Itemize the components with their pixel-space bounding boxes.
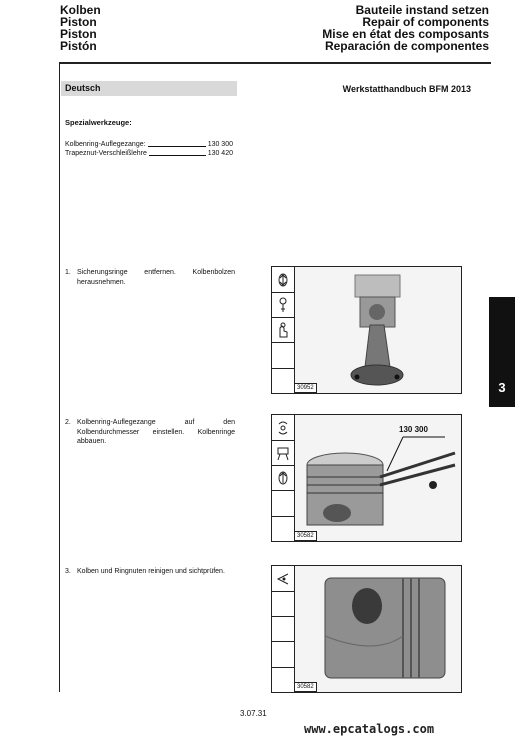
watermark-url: www.epcatalogs.com bbox=[304, 722, 435, 736]
step-3 bbox=[65, 567, 235, 577]
tool-name: Trapeznut-Verschleißlehre bbox=[65, 150, 147, 157]
header-left bbox=[60, 4, 101, 52]
tool-leader bbox=[149, 149, 206, 156]
manual-title: Werkstatthandbuch BFM 2013 bbox=[342, 84, 471, 94]
remove-icon bbox=[272, 466, 294, 491]
figure-1 bbox=[271, 266, 462, 394]
step-number: 1. bbox=[65, 269, 71, 276]
section-tab bbox=[489, 297, 515, 407]
figure-3 bbox=[271, 565, 462, 693]
icon-column bbox=[272, 566, 295, 692]
header-right-line: Bauteile instand setzen bbox=[355, 3, 489, 17]
special-tools-title: Spezialwerkzeuge: bbox=[65, 118, 132, 127]
tool-callout: 130 300 bbox=[399, 425, 428, 434]
header-left-line: Piston bbox=[60, 27, 97, 41]
figure-number: 30582 bbox=[294, 682, 317, 692]
page-number: 3.07.31 bbox=[240, 709, 267, 718]
figure-number: 30952 bbox=[294, 383, 317, 393]
pin-icon bbox=[272, 293, 294, 318]
header-right-line: Reparación de componentes bbox=[324, 39, 489, 53]
header-left-line: Kolben bbox=[60, 3, 101, 17]
step-text: Kolben und Ringnuten reinigen und sichtprüfen. bbox=[77, 568, 225, 575]
language-bar: Deutsch bbox=[61, 81, 237, 96]
figure-2 bbox=[271, 414, 462, 542]
empty-icon-cell bbox=[272, 642, 294, 668]
photo-piston-inspection bbox=[295, 566, 461, 692]
remove-icon bbox=[272, 267, 294, 293]
tool-row bbox=[65, 140, 233, 149]
empty-icon-cell bbox=[272, 592, 294, 617]
photo-piston-conrod bbox=[295, 267, 461, 393]
header-right-line: Repair of components bbox=[362, 15, 489, 29]
section-tab-number: 3 bbox=[498, 380, 506, 395]
tool-number: 130 420 bbox=[207, 150, 233, 157]
step-text: Kolbenring-Auflegezange auf den Kolbendurchmesser einstellen. Kolbenringe abbauen. bbox=[77, 419, 235, 445]
tool-leader bbox=[148, 140, 206, 147]
step-2 bbox=[65, 418, 235, 447]
special-tools-list bbox=[65, 140, 233, 158]
tool-number: 130 300 bbox=[207, 141, 233, 148]
step-text: Sicherungsringe entfernen. Kolbenbolzen herausnehmen. bbox=[77, 269, 235, 286]
icon-column bbox=[272, 267, 295, 393]
icon-column bbox=[272, 415, 295, 541]
header-right bbox=[322, 4, 489, 52]
hand-icon bbox=[272, 318, 294, 343]
inspect-icon bbox=[272, 566, 294, 592]
figure-number: 30582 bbox=[294, 531, 317, 541]
photo-piston-ring-pliers bbox=[295, 415, 461, 541]
header-left-line: Pistón bbox=[60, 39, 97, 53]
adjust-icon bbox=[272, 415, 294, 441]
ring-pliers-icon bbox=[272, 441, 294, 466]
header-left-line: Piston bbox=[60, 15, 97, 29]
header-rule bbox=[59, 62, 491, 64]
tool-name: Kolbenring-Auflegezange: bbox=[65, 141, 146, 148]
header-right-line: Mise en état des composants bbox=[322, 27, 489, 41]
step-number: 3. bbox=[65, 568, 71, 575]
step-1 bbox=[65, 268, 235, 287]
tool-row bbox=[65, 149, 233, 158]
left-margin-line bbox=[59, 64, 60, 692]
empty-icon-cell bbox=[272, 617, 294, 642]
empty-icon-cell bbox=[272, 491, 294, 517]
step-number: 2. bbox=[65, 419, 71, 426]
empty-icon-cell bbox=[272, 343, 294, 369]
